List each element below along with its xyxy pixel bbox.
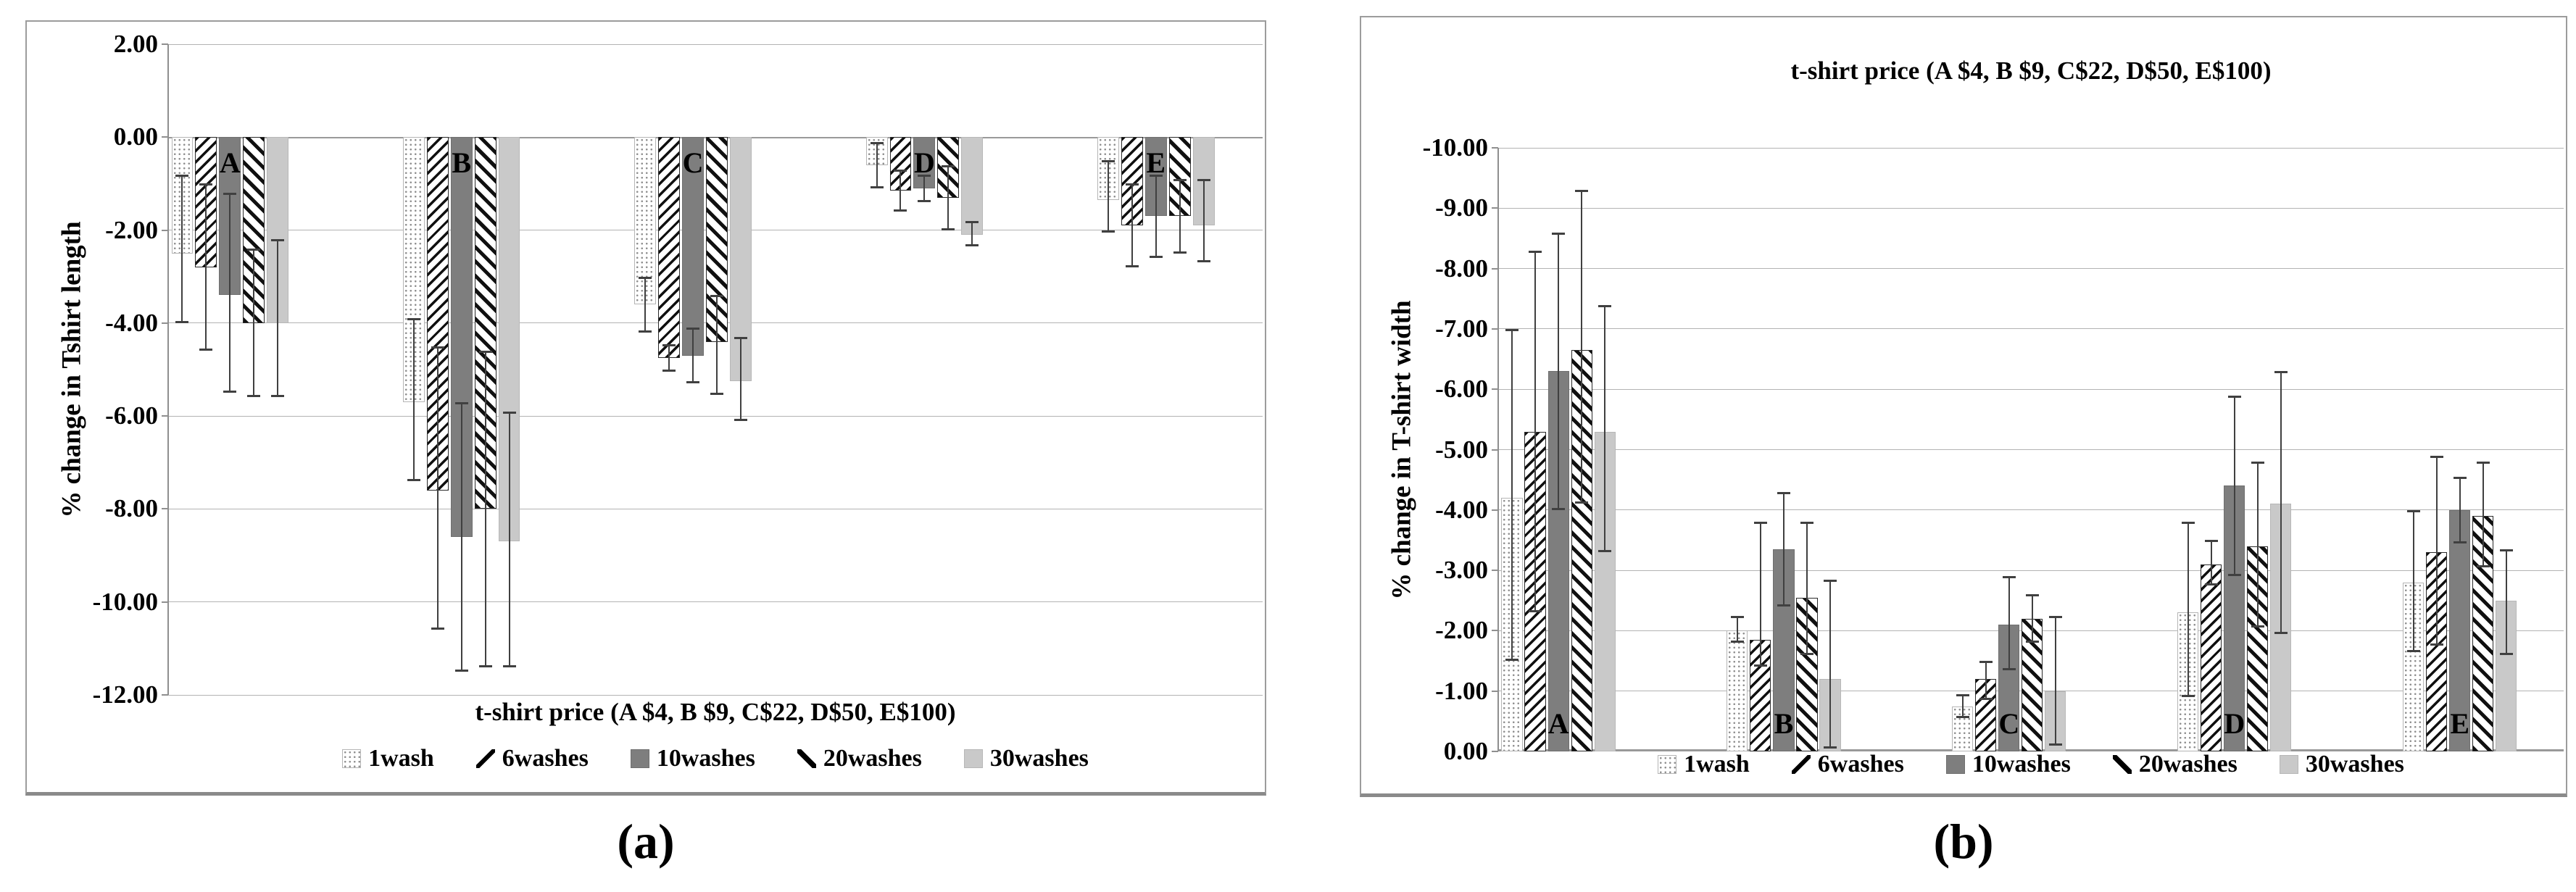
error-bar-cap <box>1126 265 1139 267</box>
legend-label: 10washes <box>656 745 755 772</box>
y-tick-label: -6.00 <box>1435 375 1488 404</box>
bar-B-1wash <box>1727 630 1748 751</box>
panel-caption-a: (a) <box>617 814 675 869</box>
error-bar-B-20washes <box>1806 522 1808 654</box>
error-bar-cap <box>1979 661 1993 663</box>
error-bar-D-6washes <box>2211 540 2212 585</box>
legend-swatch-solid-dark-icon <box>631 749 649 768</box>
legend-item-30washes <box>2280 751 2404 778</box>
y-tick-label: -10.00 <box>92 587 158 616</box>
chart-panel-a <box>25 20 1266 796</box>
legend-a <box>168 745 1263 772</box>
legend-label: 20washes <box>823 745 922 772</box>
error-bar-cap <box>175 321 188 323</box>
error-bar-E-20washes <box>1179 179 1181 254</box>
y-tick-label: -7.00 <box>1435 314 1488 343</box>
error-bar-B-30washes <box>1829 580 1831 749</box>
category-letter-A: A <box>219 146 241 180</box>
y-tick-label: -4.00 <box>105 308 158 337</box>
error-bar-A-10washes <box>1558 233 1559 510</box>
error-bar-cap <box>2182 522 2195 524</box>
error-bar-cap <box>1754 522 1767 524</box>
error-bar-cap <box>2477 462 2490 464</box>
category-letter-B: B <box>452 146 472 180</box>
legend-swatch-dots-icon <box>1658 755 1677 774</box>
error-bar-A-30washes <box>277 239 278 397</box>
error-bar-cap <box>503 665 516 667</box>
category-letter-D: D <box>2224 707 2245 740</box>
y-tick-label: -4.00 <box>1435 495 1488 524</box>
gridline <box>1498 148 2564 149</box>
error-bar-cap <box>247 395 260 397</box>
gridline <box>1498 268 2564 269</box>
error-bar-cap <box>2251 625 2264 628</box>
error-bar-cap <box>918 200 931 202</box>
gridline <box>168 416 1263 417</box>
error-bar-cap <box>431 346 444 349</box>
error-bar-cap <box>1505 329 1518 331</box>
error-bar-C-1wash <box>1962 694 1964 718</box>
error-bar-cap <box>2274 371 2288 373</box>
error-bar-cap <box>271 239 284 241</box>
error-bar-B-6washes <box>437 346 439 630</box>
error-bar-cap <box>965 244 979 246</box>
error-bar-cap <box>686 381 699 383</box>
y-tick-label: -12.00 <box>92 680 158 709</box>
category-letter-C: C <box>1998 707 2020 740</box>
error-bar-E-6washes <box>2436 456 2438 646</box>
error-bar-A-6washes <box>1534 251 1536 613</box>
error-bar-cap <box>199 183 212 186</box>
error-bar-E-1wash <box>2413 510 2414 652</box>
error-bar-cap <box>271 395 284 397</box>
error-bar-cap <box>2500 653 2513 655</box>
legend-swatch-solid-light-icon <box>964 749 983 768</box>
legend-label: 20washes <box>2138 751 2238 778</box>
error-bar-cap <box>2003 576 2016 578</box>
error-bar-cap <box>2430 456 2443 458</box>
gridline <box>168 695 1263 696</box>
gridline <box>1498 328 2564 329</box>
error-bar-cap <box>942 228 955 230</box>
error-bar-cap <box>2430 643 2443 646</box>
y-tick-label: -10.00 <box>1422 133 1488 162</box>
legend-item-1wash <box>342 745 434 772</box>
error-bar-A-30washes <box>1604 305 1605 553</box>
error-bar-E-30washes <box>1203 179 1205 262</box>
y-tick-label: -6.00 <box>105 401 158 430</box>
error-bar-cap <box>1102 160 1115 162</box>
error-bar-cap <box>1150 256 1163 258</box>
error-bar-C-10washes <box>2008 576 2010 670</box>
gridline <box>1498 449 2564 450</box>
error-bar-D-20washes <box>947 165 949 230</box>
error-bar-B-10washes <box>461 402 462 672</box>
error-bar-cap <box>710 393 723 395</box>
legend-b <box>1498 751 2564 778</box>
bar-D-6washes <box>2201 564 2222 751</box>
chart-title-b: t-shirt price (A $4, B $9, C$22, D$50, E$100) <box>1790 57 2272 85</box>
error-bar-A-20washes <box>253 249 254 397</box>
error-bar-cap <box>2026 594 2039 596</box>
error-bar-cap <box>686 328 699 330</box>
error-bar-D-30washes <box>971 221 973 246</box>
category-letter-D: D <box>913 146 935 180</box>
y-tick-label: -5.00 <box>1435 435 1488 464</box>
error-bar-C-30washes <box>2055 616 2056 746</box>
category-letter-B: B <box>1774 707 1794 740</box>
error-bar-cap <box>710 295 723 297</box>
error-bar-cap <box>1126 183 1139 186</box>
legend-label: 1wash <box>368 745 434 772</box>
y-axis-line <box>1497 148 1499 751</box>
error-bar-cap <box>639 277 652 279</box>
legend-label: 6washes <box>502 745 589 772</box>
error-bar-cap <box>1173 251 1187 254</box>
legend-item-6washes <box>1792 751 1904 778</box>
y-tick-label: -3.00 <box>1435 556 1488 585</box>
error-bar-cap <box>894 170 907 172</box>
legend-swatch-dots-icon <box>342 749 361 768</box>
error-bar-cap <box>2407 650 2420 652</box>
error-bar-A-6washes <box>205 183 207 351</box>
error-bar-cap <box>455 402 468 404</box>
gridline <box>168 44 1263 45</box>
error-bar-cap <box>662 370 676 372</box>
error-bar-cap <box>2205 583 2218 585</box>
error-bar-cap <box>1824 746 1837 749</box>
legend-item-10washes <box>1946 751 2071 778</box>
error-bar-cap <box>2182 695 2195 697</box>
error-bar-cap <box>223 391 236 393</box>
legend-item-20washes <box>2113 751 2238 778</box>
error-bar-E-1wash <box>1108 160 1109 232</box>
category-letter-E: E <box>1146 146 1166 180</box>
gridline <box>1498 389 2564 390</box>
y-tick-label: 2.00 <box>113 30 158 58</box>
error-bar-C-6washes <box>668 344 670 372</box>
error-bar-B-1wash <box>1737 616 1738 643</box>
error-bar-cap <box>871 186 884 188</box>
legend-swatch-hatch-back-icon <box>797 749 816 768</box>
error-bar-cap <box>2026 641 2039 643</box>
error-bar-cap <box>223 193 236 195</box>
panel-caption-b: (b) <box>1933 814 1994 869</box>
error-bar-B-30washes <box>509 412 510 667</box>
error-bar-A-1wash <box>181 175 183 323</box>
legend-label: 6washes <box>1817 751 1904 778</box>
error-bar-cap <box>503 412 516 414</box>
error-bar-cap <box>455 670 468 672</box>
error-bar-C-10washes <box>692 328 694 383</box>
gridline <box>1498 570 2564 571</box>
error-bar-cap <box>1575 190 1588 192</box>
legend-swatch-solid-light-icon <box>2280 755 2298 774</box>
error-bar-cap <box>2003 668 2016 670</box>
error-bar-cap <box>2228 396 2241 398</box>
error-bar-cap <box>2407 510 2420 512</box>
error-bar-cap <box>1824 580 1837 582</box>
error-bar-cap <box>1800 522 1813 524</box>
error-bar-cap <box>175 175 188 177</box>
legend-swatch-hatch-back-icon <box>2113 755 2132 774</box>
gridline <box>168 601 1263 602</box>
category-letter-C: C <box>682 146 704 180</box>
error-bar-D-10washes <box>2234 396 2235 577</box>
error-bar-E-6washes <box>1131 183 1133 267</box>
error-bar-B-1wash <box>413 318 415 481</box>
error-bar-cap <box>479 351 492 353</box>
error-bar-E-20washes <box>2482 462 2484 567</box>
legend-item-10washes <box>631 745 755 772</box>
legend-item-1wash <box>1658 751 1750 778</box>
error-bar-C-20washes <box>716 295 718 395</box>
error-bar-cap <box>2049 616 2062 618</box>
legend-label: 1wash <box>1684 751 1750 778</box>
y-tick-label: -2.00 <box>1435 616 1488 645</box>
y-tick-label: 0.00 <box>1443 737 1488 765</box>
error-bar-cap <box>1598 550 1611 552</box>
error-bar-D-6washes <box>899 170 901 212</box>
error-bar-cap <box>734 337 747 339</box>
error-bar-C-6washes <box>1985 661 1987 700</box>
gridline <box>1498 509 2564 510</box>
error-bar-cap <box>2205 540 2218 542</box>
error-bar-cap <box>1575 501 1588 504</box>
y-tick-label: -9.00 <box>1435 193 1488 222</box>
error-bar-D-1wash <box>2187 522 2189 697</box>
y-axis-title-b: % change in T-shirt width <box>1387 299 1417 600</box>
y-tick-label: 0.00 <box>113 122 158 151</box>
error-bar-B-6washes <box>1760 522 1761 667</box>
category-letter-A: A <box>1547 707 1569 740</box>
error-bar-cap <box>1731 641 1744 643</box>
legend-item-6washes <box>476 745 589 772</box>
error-bar-cap <box>2477 565 2490 567</box>
y-tick-label: -8.00 <box>1435 254 1488 283</box>
error-bar-cap <box>1173 179 1187 181</box>
error-bar-cap <box>2049 743 2062 746</box>
error-bar-cap <box>2274 632 2288 634</box>
y-axis-title-a: % change in Tshirt length <box>57 221 87 518</box>
error-bar-cap <box>407 479 420 481</box>
error-bar-E-30washes <box>2506 549 2507 655</box>
error-bar-cap <box>407 318 420 320</box>
error-bar-cap <box>1529 251 1542 253</box>
error-bar-D-1wash <box>876 142 878 188</box>
error-bar-cap <box>639 330 652 333</box>
error-bar-C-20washes <box>2032 594 2033 643</box>
error-bar-cap <box>1777 604 1790 607</box>
error-bar-cap <box>1552 233 1565 235</box>
error-bar-cap <box>1956 694 1969 696</box>
y-tick-label: -1.00 <box>1435 676 1488 705</box>
error-bar-cap <box>2500 549 2513 551</box>
error-bar-cap <box>1197 179 1210 181</box>
error-bar-B-10washes <box>1783 492 1784 607</box>
error-bar-cap <box>1505 659 1518 661</box>
error-bar-A-20washes <box>1581 190 1582 504</box>
error-bar-cap <box>942 165 955 167</box>
error-bar-C-1wash <box>644 277 646 333</box>
error-bar-cap <box>1777 492 1790 494</box>
x-axis-title-a: t-shirt price (A $4, B $9, C$22, D$50, E$100) <box>475 698 956 726</box>
y-tick-label: -8.00 <box>105 494 158 523</box>
error-bar-A-10washes <box>229 193 230 393</box>
error-bar-cap <box>2454 541 2467 543</box>
legend-swatch-hatch-fwd-icon <box>1792 755 1811 774</box>
error-bar-cap <box>1956 716 1969 718</box>
chart-panel-b <box>1360 16 2567 797</box>
error-bar-cap <box>871 142 884 144</box>
error-bar-E-10washes <box>2459 477 2461 543</box>
error-bar-B-20washes <box>485 351 486 667</box>
error-bar-cap <box>199 349 212 351</box>
error-bar-cap <box>662 344 676 346</box>
error-bar-E-10washes <box>1155 175 1157 258</box>
error-bar-cap <box>1529 610 1542 612</box>
error-bar-cap <box>1102 230 1115 233</box>
bar-C-6washes <box>658 137 680 358</box>
gridline <box>1498 208 2564 209</box>
error-bar-cap <box>1979 698 1993 700</box>
error-bar-cap <box>2228 574 2241 576</box>
plot-area-a <box>92 30 1263 709</box>
legend-label: 30washes <box>2305 751 2404 778</box>
error-bar-cap <box>479 665 492 667</box>
legend-item-30washes <box>964 745 1089 772</box>
error-bar-D-20washes <box>2257 462 2259 628</box>
error-bar-cap <box>2251 462 2264 464</box>
error-bar-cap <box>965 221 979 223</box>
error-bar-cap <box>1800 653 1813 655</box>
y-tick-label: -2.00 <box>105 215 158 244</box>
legend-swatch-hatch-fwd-icon <box>476 749 495 768</box>
legend-item-20washes <box>797 745 922 772</box>
error-bar-cap <box>1552 508 1565 510</box>
error-bar-cap <box>894 209 907 212</box>
error-bar-cap <box>1731 616 1744 618</box>
error-bar-cap <box>1754 664 1767 667</box>
category-letter-E: E <box>2450 707 2470 740</box>
error-bar-C-30washes <box>740 337 741 420</box>
error-bar-cap <box>1197 260 1210 262</box>
error-bar-cap <box>734 419 747 421</box>
error-bar-cap <box>2454 477 2467 479</box>
error-bar-D-30washes <box>2280 371 2282 633</box>
legend-swatch-solid-dark-icon <box>1946 755 1965 774</box>
y-axis-line <box>167 44 169 695</box>
error-bar-A-1wash <box>1511 329 1513 661</box>
legend-label: 30washes <box>989 745 1089 772</box>
error-bar-cap <box>431 628 444 630</box>
error-bar-cap <box>1598 305 1611 307</box>
error-bar-cap <box>247 249 260 251</box>
legend-label: 10washes <box>1972 751 2071 778</box>
